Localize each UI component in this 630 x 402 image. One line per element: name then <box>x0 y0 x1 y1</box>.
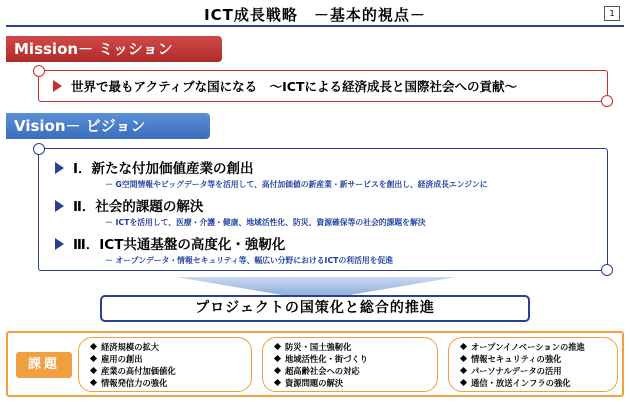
diamond-bullet-icon <box>90 343 97 350</box>
diamond-bullet-icon <box>90 355 97 362</box>
issues-column-3 <box>448 337 618 392</box>
diamond-bullet-icon <box>274 379 281 386</box>
list-item: 通信・放送インフラの強化 <box>461 377 617 389</box>
list-item: 超高齢社会への対応 <box>275 365 437 377</box>
triangle-bullet-icon <box>55 200 64 212</box>
diamond-bullet-icon <box>274 367 281 374</box>
triangle-bullet-icon <box>53 80 62 92</box>
list-item: オープンイノベーションの推進 <box>461 341 617 353</box>
issues-column-1 <box>78 337 252 392</box>
diamond-bullet-icon <box>460 343 467 350</box>
triangle-bullet-icon <box>55 162 64 174</box>
vision-scroll <box>38 148 608 271</box>
list-item: 雇用の創出 <box>91 353 251 365</box>
list-item: 産業の高付加価値化 <box>91 365 251 377</box>
diamond-bullet-icon <box>460 379 467 386</box>
page-number: 1 <box>604 6 620 21</box>
triangle-bullet-icon <box>55 238 64 250</box>
scroll-curl-icon <box>33 65 45 77</box>
vision-item-detail: － ICTを活用して、医療・介護・健康、地域活性化、防災、資源確保等の社会的課題を解決 <box>105 218 426 227</box>
page-title: ICT成長戦略 －基本的視点－ <box>204 6 426 24</box>
project-box: プロジェクトの国策化と総合的推進 <box>100 295 530 322</box>
list-item: 経済規模の拡大 <box>91 341 251 353</box>
issues-column-2 <box>262 337 438 392</box>
issues-label: 課題 <box>16 352 72 378</box>
mission-statement <box>53 77 517 95</box>
vision-item-1 <box>55 157 488 190</box>
list-item: 資源問題の解決 <box>275 377 437 389</box>
vision-item-detail: － G空間情報やビッグデータ等を活用して、高付加価値の新産業・新サービスを創出し、経済成長エンジンに <box>105 180 488 189</box>
vision-item-2 <box>55 195 426 228</box>
vision-banner: Vision－ ビジョン <box>6 113 210 139</box>
title-divider <box>6 25 624 27</box>
mission-scroll <box>38 70 608 102</box>
diamond-bullet-icon <box>460 367 467 374</box>
vision-item-detail: － オープンデータ・情報セキュリティ等、幅広い分野におけるICTの利活用を促進 <box>105 256 394 265</box>
mission-banner: Mission－ ミッション <box>6 36 222 62</box>
funnel-arrow-icon <box>176 277 456 295</box>
scroll-curl-icon <box>601 95 613 107</box>
vision-item-heading: Ⅱ．社会的課題の解決 <box>73 199 204 215</box>
diamond-bullet-icon <box>274 355 281 362</box>
vision-item-3 <box>55 233 393 266</box>
mission-statement-text: 世界で最もアクティブな国になる ～ICTによる経済成長と国際社会への貢献～ <box>71 79 517 94</box>
diamond-bullet-icon <box>90 379 97 386</box>
list-item: 防災・国土強靭化 <box>275 341 437 353</box>
issues-panel <box>6 331 624 397</box>
vision-item-heading: Ⅲ．ICT共通基盤の高度化・強靭化 <box>73 237 286 253</box>
vision-item-heading: Ⅰ．新たな付加価値産業の創出 <box>73 161 254 177</box>
scroll-curl-icon <box>33 143 45 155</box>
diamond-bullet-icon <box>274 343 281 350</box>
diamond-bullet-icon <box>90 367 97 374</box>
list-item: 情報発信力の強化 <box>91 377 251 389</box>
list-item: 情報セキュリティの強化 <box>461 353 617 365</box>
scroll-curl-icon <box>601 264 613 276</box>
diamond-bullet-icon <box>460 355 467 362</box>
list-item: パーソナルデータの活用 <box>461 365 617 377</box>
list-item: 地域活性化・街づくり <box>275 353 437 365</box>
